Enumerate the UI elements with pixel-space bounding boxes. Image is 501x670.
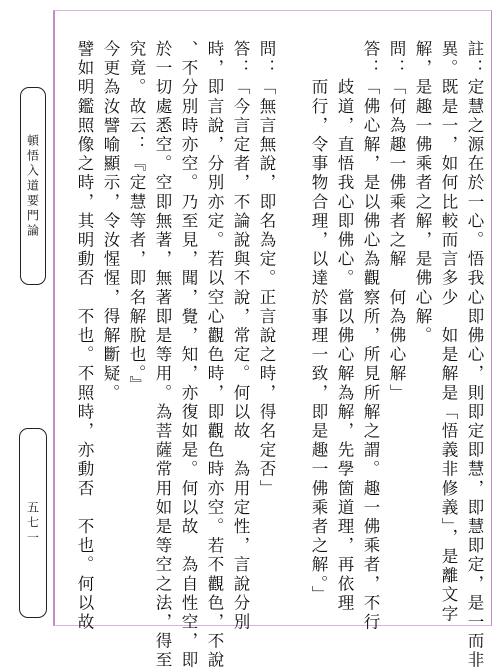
- text-column-15: 今更為汝譬喻顯示，令汝惺惺，得解斷疑。: [101, 40, 120, 403]
- page-number: 五七一: [19, 428, 47, 618]
- text-column-4: 問：「何為趣一佛乘者之解 何為佛心解」: [387, 40, 406, 403]
- text-column-11: 時，即言說，分別亦定。若以空心觀色時，即觀色時亦空。若不觀色，不說: [205, 40, 224, 670]
- text-column-9: 問：「無言無說，即名為定。正言說之時，得名定否」: [257, 40, 276, 499]
- text-column-12: 、不分別時亦空。乃至見，聞，覺，知，亦復如是。何以故 為自性空，即: [179, 40, 198, 670]
- text-column-1: 註：定慧之源在於一心。悟我心即佛心，則即定即慧，即慧即定，是一而非: [465, 40, 484, 670]
- text-column-3: 解，是趣一佛乘者之解，是佛心解。: [413, 40, 432, 346]
- text-column-7: 而行，令事物合理，以達於事理一致，即是趣一佛乘者之解。」: [309, 40, 328, 605]
- text-column-14: 究竟。故云：『定慧等者，即名解脫也。』: [127, 40, 146, 395]
- book-title: 頓悟入道要門論: [20, 87, 46, 285]
- text-column-10: 答：「今言定者，不論說與不說，常定。何以故 為用定性，言說分別: [231, 40, 250, 633]
- text-column-13: 於一切處悉空。空即無著，無著即是等用。為菩薩常用如是等空之法，得至: [153, 40, 172, 670]
- text-column-16: 譬如明鑑照像之時，其明動否 不也。不照時，亦動否 不也。何以故: [75, 40, 94, 633]
- text-column-6: 歧道，直悟我心即佛心。當以佛心解為解，先學箇道理，再依理: [335, 40, 354, 613]
- text-column-5: 答：「佛心解，是以佛心為觀察所，所見所解之謂。趣一佛乘者，不行: [361, 40, 380, 633]
- text-column-2: 異。既是一，如何比較而言多少 如是解是「悟義非修義」，是離文字: [439, 40, 458, 624]
